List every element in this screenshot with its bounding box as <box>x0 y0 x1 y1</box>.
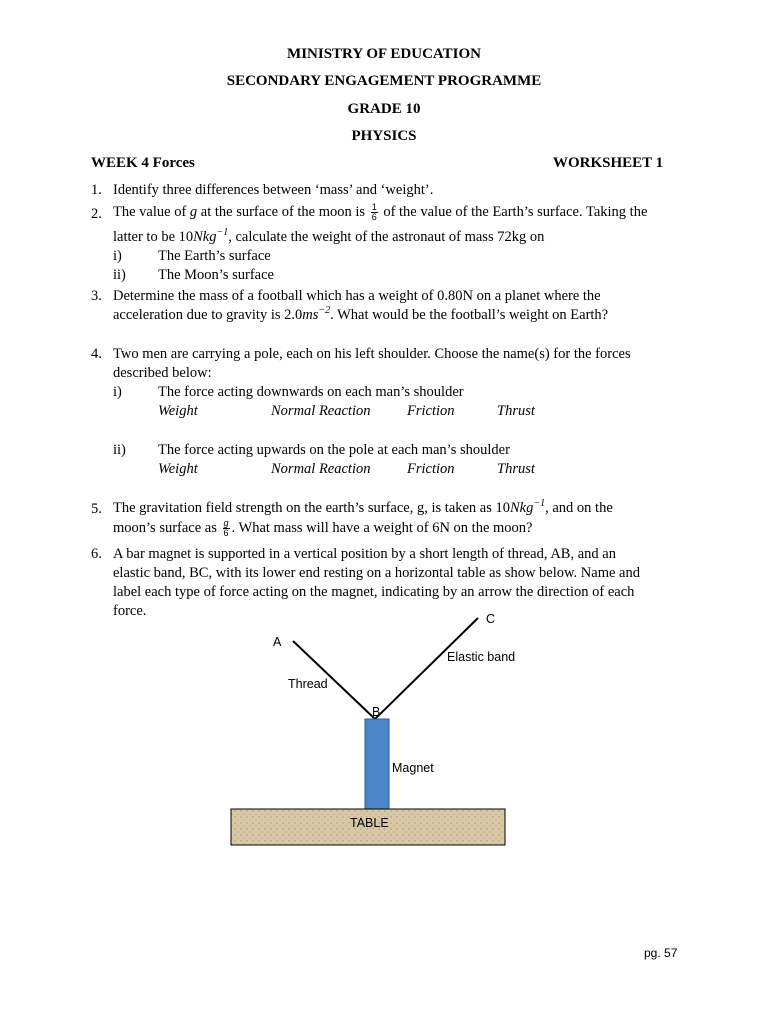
label-magnet: Magnet <box>392 761 434 775</box>
q6-line3: label each type of force acting on the magnet, indicating by an arrow the direction of each <box>113 584 635 600</box>
q2-line2: latter to be 10Nkg$^{-1}$, calculate the weight of the astronaut of mass 72kg on <box>113 227 545 245</box>
q2-fraction: $\frac{1}{6}$ <box>371 202 377 223</box>
magnet-bar <box>365 719 389 809</box>
q1-text: Identify three differences between ‘mass’ and ‘weight’. <box>113 182 434 198</box>
label-a: A <box>273 635 282 649</box>
q4-i-option-thrust: Thrust <box>497 403 535 419</box>
q4-ii-option-friction: Friction <box>407 461 455 477</box>
q6-line4: force. <box>113 603 147 619</box>
q4-ii-text: The force acting upwards on the pole at each man’s shoulder <box>158 442 510 458</box>
page-number: pg. 57 <box>644 946 678 960</box>
q3-line1: Determine the mass of a football which has a weight of 0.80N on a planet where the <box>113 288 601 304</box>
q4-i-text: The force acting downwards on each man’s shoulder <box>158 384 464 400</box>
q4-line1: Two men are carrying a pole, each on his left shoulder. Choose the name(s) for the forces <box>113 346 631 362</box>
q2-i-number: i) <box>113 248 122 264</box>
q6-line2: elastic band, BC, with its lower end resting on a horizontal table as show below. Name and <box>113 565 640 581</box>
q2-number: 2. <box>91 206 102 222</box>
q4-i-option-friction: Friction <box>407 403 455 419</box>
q2-i-text: The Earth’s surface <box>158 248 271 264</box>
elastic-band-line <box>375 618 478 719</box>
label-thread: Thread <box>288 677 328 691</box>
grade-heading: GRADE 10 <box>347 101 421 117</box>
q4-ii-option-normal-reaction: Normal Reaction <box>271 461 371 477</box>
q4-i-option-normal-reaction: Normal Reaction <box>271 403 371 419</box>
label-elastic-band: Elastic band <box>447 650 516 664</box>
q4-ii-option-thrust: Thrust <box>497 461 535 477</box>
week-label: WEEK 4 Forces <box>91 155 195 171</box>
q4-line2: described below: <box>113 365 212 381</box>
q4-number: 4. <box>91 346 102 362</box>
q5-line2: moon’s surface as $\frac{g}{6}$ . What mass will have a weight of 6N on the moon? <box>113 518 533 539</box>
worksheet-label: WORKSHEET 1 <box>553 155 664 171</box>
q1-number: 1. <box>91 182 102 198</box>
q6-number: 6. <box>91 546 102 562</box>
q2-ii-text: The Moon’s surface <box>158 267 274 283</box>
label-table: TABLE <box>350 816 389 830</box>
subject-heading: PHYSICS <box>351 128 417 144</box>
q2-ii-number: ii) <box>113 267 126 283</box>
q4-ii-number: ii) <box>113 442 126 458</box>
q4-ii-option-weight: Weight <box>158 461 198 477</box>
label-c: C <box>486 612 496 626</box>
q4-i-option-weight: Weight <box>158 403 198 419</box>
q5-fraction: $\frac{g}{6}$ <box>223 518 229 539</box>
programme-heading: SECONDARY ENGAGEMENT PROGRAMME <box>226 73 542 89</box>
q3-line2: acceleration due to gravity is $2.0ms^{-2}$. What would be the football’s weight on Earth? <box>113 305 609 323</box>
q5-line1: The gravitation field strength on the earth’s surface, g, is taken as 10Nkg$^{-1}$, and on the <box>113 498 613 516</box>
q3-number: 3. <box>91 288 102 304</box>
q4-i-number: i) <box>113 384 122 400</box>
q6-line1: A bar magnet is supported in a vertical position by a short length of thread, AB, and an <box>113 546 616 562</box>
q2-line1: The value of g at the surface of the moon is $\frac{1}{6}$ of the value of the Earth’s surface. Taking the <box>113 202 648 223</box>
q5-number: 5. <box>91 501 102 517</box>
ministry-heading: MINISTRY OF EDUCATION <box>287 46 481 62</box>
label-b: B <box>372 705 381 719</box>
